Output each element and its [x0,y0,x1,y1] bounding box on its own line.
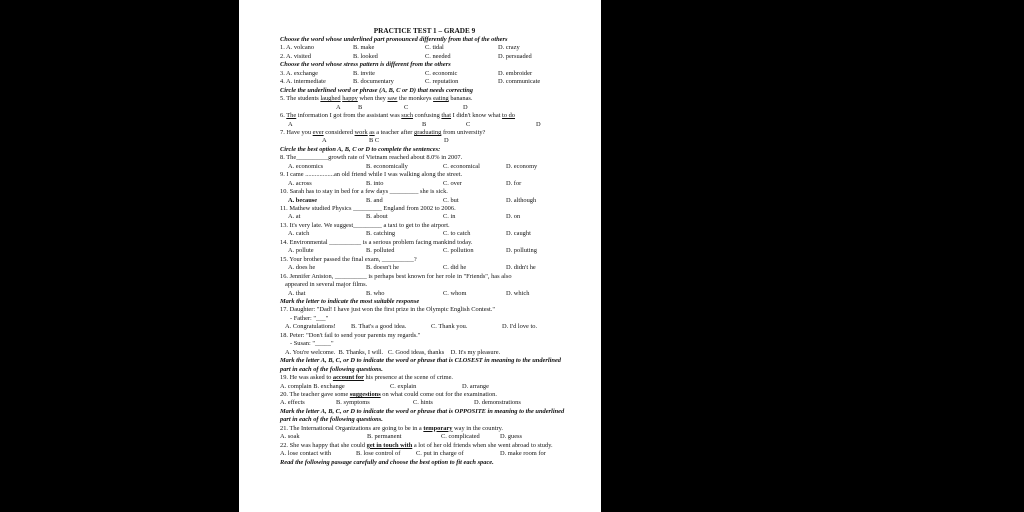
q9-options: A. across B. into C. over D. for [288,179,522,187]
test-content [280,27,569,467]
q4-option-a: 4. A. intermediate [280,78,326,86]
q15-options: A. does he B. doesn't he C. did he D. didn't he [288,264,536,272]
section-opposite: Mark the letter A, B, C, or D to indicate the word or phrase that is OPPOSITE in meaning to the underlined part in each of the following questions. [280,407,565,424]
section-error: Circle the underlined word or phrase (A, B, C or D) that needs correcting [280,86,473,94]
q20-options: A. effects B. symptoms C. hints D. demonstrations [280,399,521,407]
q14-options: A. pollute B. polluted C. pollution D. polluting [288,247,537,255]
q21-options: A. soak B. permanent C. complicated D. guess [280,433,523,441]
q7-letters: A B C D [322,137,449,145]
q13-options: A. catch B. catching C. to catch D. caught [288,230,531,238]
question-6: 6. The information I got from the assistant was such confusing that I didn't know what to do [280,112,516,120]
question-20: 20. The teacher gave some suggestions on what could come out for the examination. [280,390,497,398]
section-passage: Read the following passage carefully and choose the best option to fit each space. [280,458,494,466]
q4-option-d: D. communicate [498,78,541,86]
question-13: 13. It's very late. We suggest_________ a taxi to get to the airport. [280,221,450,229]
q3-option-d: D. embroider [498,69,533,77]
section-pronunciation: Choose the word whose underlined part pronounced differently from that of the others [280,36,508,43]
question-4 [280,78,569,86]
question-10: 10. Sarah has to stay in bed for a few days _________ she is sick. [280,188,448,196]
q16-options: A. that B. who C. whom D. which [288,289,530,297]
q22-options: A. lose contact with B. lose control of C. put in charge of D. make room for [280,450,546,458]
question-19: 19. He was asked to account for his presence at the scene of crime. [280,374,454,382]
section-suitable: Mark the letter to indicate the most suitable response [280,298,420,305]
question-9: 9. I came ..................an old friend while I was walking along the street. [280,171,463,179]
q3-option-a: 3. A. exchange [280,69,318,77]
question-17: 17. Daughter: "Dad! I have just won the first prize in the Olympic English Contest." [280,306,496,314]
q11-options: A. at B. about C. in D. on [288,213,521,221]
q1-option-a: 1. A. volcano [280,44,315,52]
q2-option-a: 2. A. visited [280,52,311,60]
question-1 [280,44,569,52]
page-title: PRACTICE TEST 1 – GRADE 9 [373,27,476,35]
q16-continuation: appeared in several major films. [285,281,368,289]
q10-options: A. because B. and C. but D. although [288,196,537,204]
question-21: 21. The International Organizations are going to be in a temporary way in the country. [280,424,503,432]
q18-susan: - Susan: "_____" [290,340,334,348]
q18-options: A. You're welcome. B. Thanks, I will. C. Good ideas, thanks D. It's my pleasure. [285,348,501,356]
question-15: 15. Your brother passed the final exam, __________? [280,255,417,263]
question-8: 8. The__________growth rate of Vietnam reached about 8.0% in 2007. [280,154,463,162]
question-5: 5. The students laughed happy when they saw the monkeys eating bananas. [280,95,473,103]
q17-options: A. Congratulations! B. That's a good idea. C. Thank you. D. I'd love to. [285,323,538,331]
q4-option-b: B. documentary [353,78,394,86]
q2-option-b: B. looked [353,52,378,60]
question-2 [280,53,569,61]
q4-option-c: C. reputation [425,78,459,86]
question-14: 14. Environmental __________ is a serious problem facing mankind today. [280,238,473,246]
question-7: 7. Have you ever considered work as a teacher after graduating from university? [280,128,486,136]
q3-option-c: C. economic [425,69,458,77]
question-18: 18. Peter: "Don't fail to send your parents my regards." [280,331,421,339]
q5-letters: A B C D [336,103,468,111]
section-stress: Choose the word whose stress pattern is different from the others [280,61,451,69]
section-best-option: Circle the best option A, B, C or D to complete the sentences: [280,145,441,153]
q19-options: A. complain B. exchange C. explain D. arrange [280,382,489,390]
q1-option-b: B. make [353,44,375,52]
q6-letters: A B C D [288,120,541,128]
q8-options: A. economics B. economically C. economical D. economy [288,162,538,170]
question-11: 11. Mathew studied Physics _________ England from 2002 to 2006. [280,205,456,213]
q1-option-d: D. crazy [498,44,520,52]
question-16: 16. Jennifer Aniston, __________ is perhaps best known for her role in "Friends", has also [280,272,512,280]
question-3 [280,70,569,78]
section-closest: Mark the letter A, B, C, or D to indicate the word or phrase that is CLOSEST in meaning to the underlined part in each of the following questions. [280,357,561,373]
document-page [239,0,601,512]
q1-option-c: C. tidal [425,44,444,52]
question-22: 22. She was happy that she could get in touch with a lot of her old friends when she went abroad to study. [280,441,553,449]
q3-option-b: B. invite [353,69,376,77]
q2-option-d: D. persuaded [498,52,532,60]
q17-father: - Father: "___" [290,314,329,322]
q2-option-c: C. needed [425,52,451,60]
